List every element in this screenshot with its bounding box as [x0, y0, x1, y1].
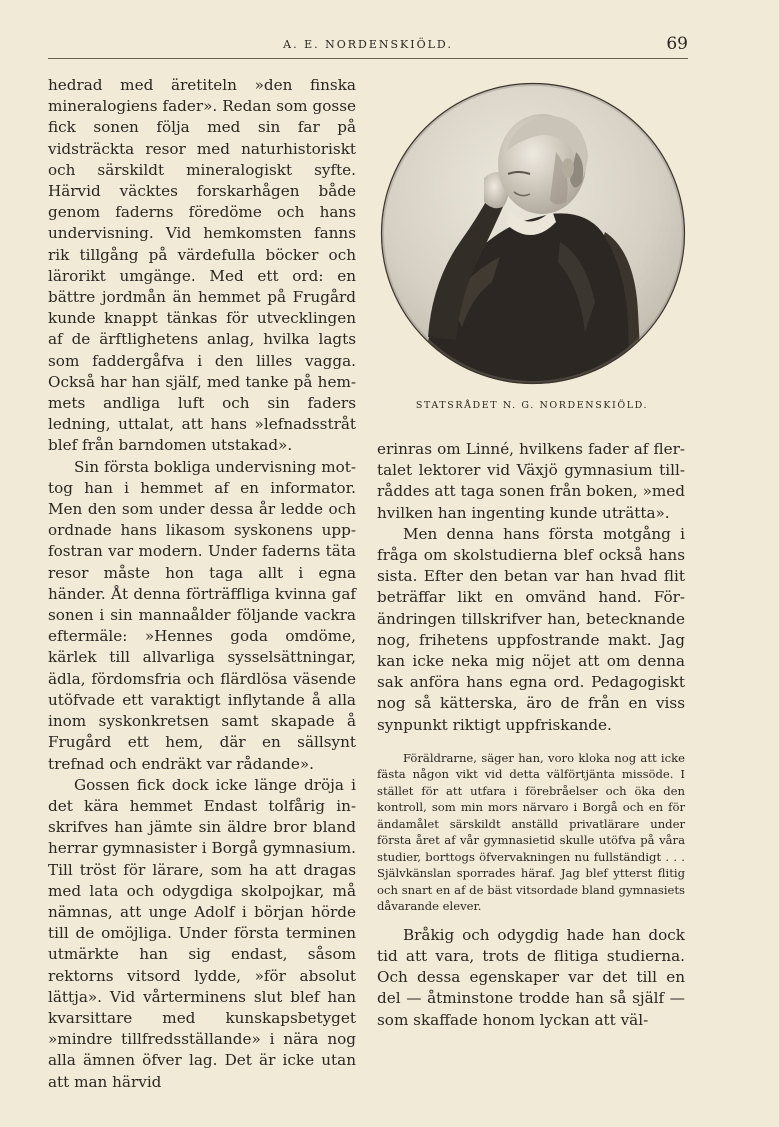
paragraph: Gossen fick dock icke länge dröja i det kära hemmet Endast tolfårig inskrifves han jämte sin äldre bror bland herrar gymnasister i Borgå gymnasium. Till tröst för lärare, som ha att dragas med lata och odygdiga skolpojkar, må nämnas, att unge Adolf i början hörde till de omöjliga. Under första terminen utmärkte han sig endast, såsom rektorns vitsord lydde, »för absolut lättja». Vid vårterminens slut blef han kvarsittare med kunskapsbetyget »mindre tillfredsställande» i nära nog alla ämnen öfver lag. Det är icke utan att man härvid: [48, 775, 356, 1091]
left-column: [48, 75, 356, 1093]
page-number: 69: [666, 34, 688, 54]
portrait-caption: STATSRÅDET N. G. NORDENSKIÖLD.: [415, 400, 649, 411]
header-rule: [48, 58, 688, 59]
right-column: [377, 439, 685, 1031]
paragraph: hedrad med äretiteln »den finska mineralogiens fader». Redan som gosse fick sonen följa med sin far på vidsträckta resor med naturhistoriskt och särskildt mineralogiskt syfte. Härvid väcktes forskarhågen både genom faderns föredöme och hans undervisning. Vid hemkomsten fanns rik tillgång på värdefulla böcker och lärorikt umgänge. Med ett ord: en bättre jordmån än hemmet på Frugård kunde knappt tänkas för utvecklingen af de ärftlighetens anlag, hvilka lagts som faddergåfva i den lilles vagga. Också har han själf, med tanke på hemmets andliga luft och sin faders ledning, uttalat, att hans »lefnadsstråt blef från barndomen utstakad».: [48, 76, 356, 455]
paragraph: Bråkig och odygdig hade han dock tid att vara, trots de flitiga studierna. Och dessa egenskaper var det till en del — åtminstone trodde han så själf — som skaffade honom lyckan att väl-: [377, 925, 685, 1029]
running-title: A. E. NORDENSKIÖLD.: [283, 38, 453, 51]
paragraph: Men denna hans första motgång i fråga om skolstudierna blef också hans sista. Efter den betan var han hvad flit beträffar likt en omvänd hand. Förändringen tillskrifver han, betecknande nog, frihetens uppfostrande makt. Jag kan icke neka mig nöjet att om denna sak anföra hans egna ord. Pedagogiskt nog så kätterska, äro de från en viss synpunkt riktigt uppfriskande.: [377, 524, 685, 734]
portrait-image: [380, 82, 686, 385]
page-header: [48, 36, 688, 56]
portrait-engraving: [380, 82, 686, 385]
paragraph: Sin första bokliga undervisning mottog han i hemmet af en informator. Men den som under dessa år ledde och ordnade hans likasom syskonens uppfostran var modern. Under faderns täta resor måste hon taga allt i egna händer. Åt denna förträffliga kvinna gaf sonen i sin mannaålder följande vackra eftermäle: »Hennes goda omdöme, kärlek till allvarliga sysselsättningar, ädla, fördomsfria och flärdlösa väsende utöfvade ett varaktigt inflytande å alla inom syskonkretsen samt skapade å Frugård ett hem, där en sällsynt trefnad och endräkt var rådande».: [48, 457, 356, 773]
paragraph: erinras om Linné, hvilkens fader af flertalet lektorer vid Växjö gymnasium tillråddes att taga sonen från boken, »med hvilken han ingenting kunde uträtta».: [377, 440, 685, 522]
block-quote: Föräldrarne, säger han, voro kloka nog att icke fästa någon vikt vid detta välförtjänta missöde. I stället för att utfara i förebråelser och öka den kontroll, som min mors närvaro i Borgå och en för ändamålet särskildt anställd privatlärare under första året af vår gymnasietid skulle utöfva på våra studier, borttogs öfvervakningen nu fullständigt . . . Självkänslan sporrades häraf. Jag blef ytterst flitig och snart en af de bäst vitsordade bland gymnasiets dåvarande elever.: [377, 750, 685, 914]
